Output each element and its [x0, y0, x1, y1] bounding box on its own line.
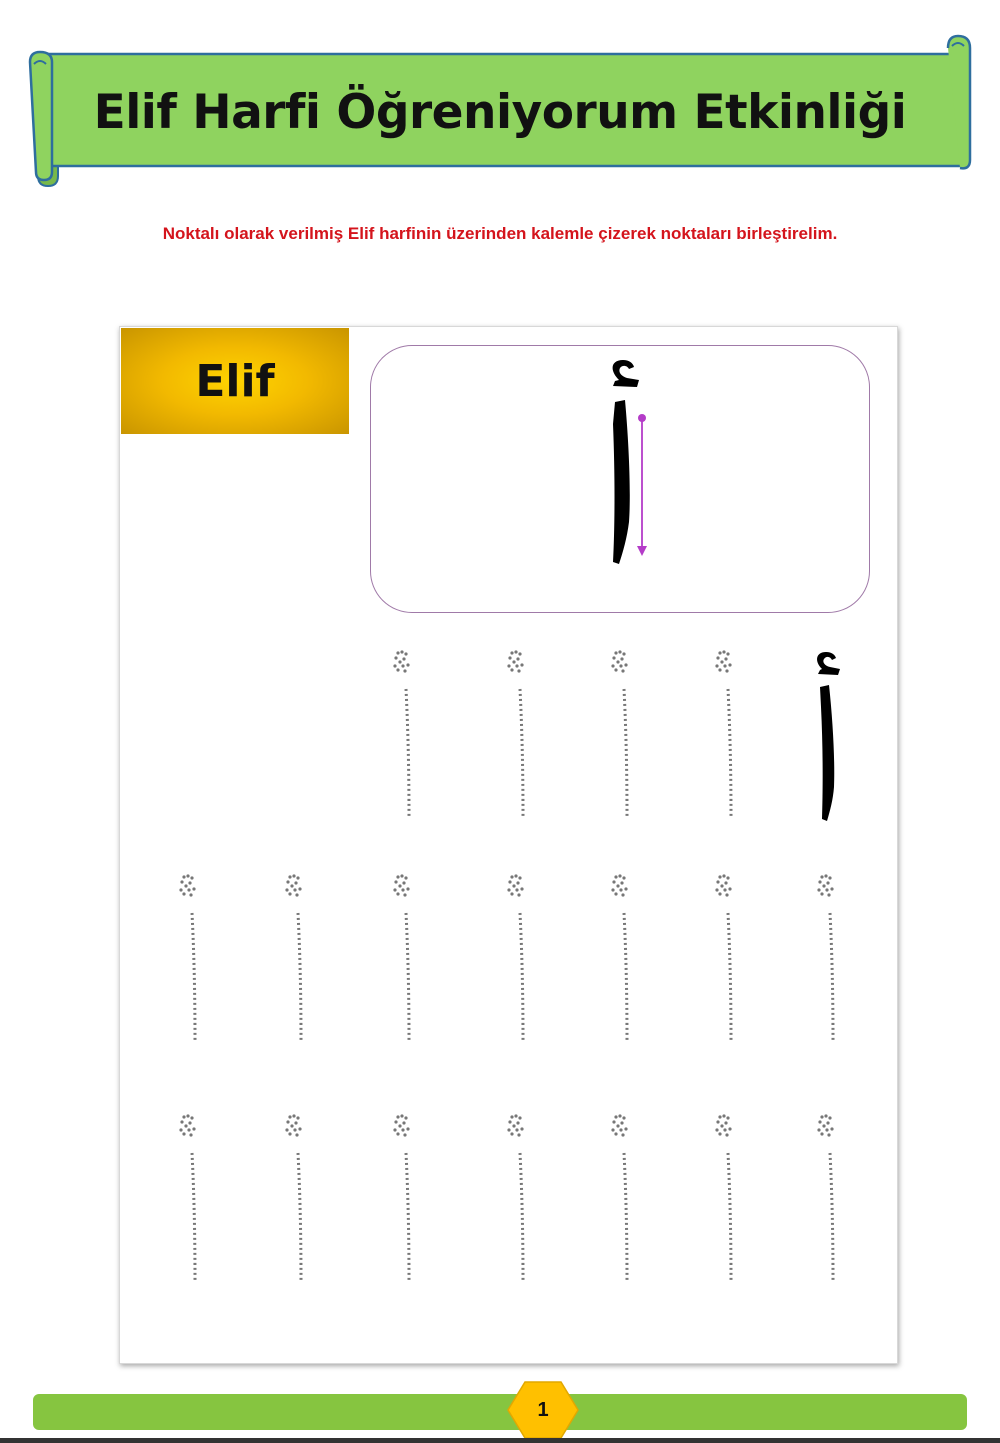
dotted-elif-trace[interactable]: [276, 1113, 316, 1293]
dotted-elif-trace[interactable]: [384, 1113, 424, 1293]
dotted-elif-trace[interactable]: [276, 873, 316, 1053]
page-number-badge: [507, 1380, 579, 1440]
dotted-elif-trace[interactable]: [384, 649, 424, 829]
dotted-elif-trace[interactable]: [706, 873, 746, 1053]
dotted-elif-trace[interactable]: [602, 873, 642, 1053]
bottom-edge: [0, 1438, 1000, 1443]
dotted-elif-trace[interactable]: [170, 873, 210, 1053]
dotted-elif-trace[interactable]: [808, 873, 848, 1053]
dotted-elif-trace[interactable]: [706, 649, 746, 829]
dotted-elif-trace[interactable]: [808, 1113, 848, 1293]
page-number: 1: [537, 1398, 549, 1421]
dotted-elif-trace[interactable]: [706, 1113, 746, 1293]
footer-bar: [33, 1394, 967, 1430]
instruction-text: Noktalı olarak verilmiş Elif harfinin üzerinden kalemle çizerek noktaları birleştirelim.: [162, 224, 838, 243]
page-title: Elif Harfi Öğreniyorum Etkinliği: [93, 85, 907, 140]
dotted-elif-trace[interactable]: [602, 649, 642, 829]
model-elif-hamza-glyph: [579, 354, 669, 580]
dotted-elif-trace[interactable]: [498, 873, 538, 1053]
worksheet-panel: [119, 326, 898, 1364]
dotted-elif-trace[interactable]: [498, 1113, 538, 1293]
dotted-elif-trace[interactable]: [602, 1113, 642, 1293]
dotted-elif-trace[interactable]: [498, 649, 538, 829]
dotted-elif-trace[interactable]: [170, 1113, 210, 1293]
model-letter-box: [370, 345, 870, 613]
solid-elif-glyph: [804, 647, 854, 831]
letter-name: Elif: [195, 355, 275, 407]
letter-label: [121, 328, 349, 434]
dotted-elif-trace[interactable]: [384, 873, 424, 1053]
